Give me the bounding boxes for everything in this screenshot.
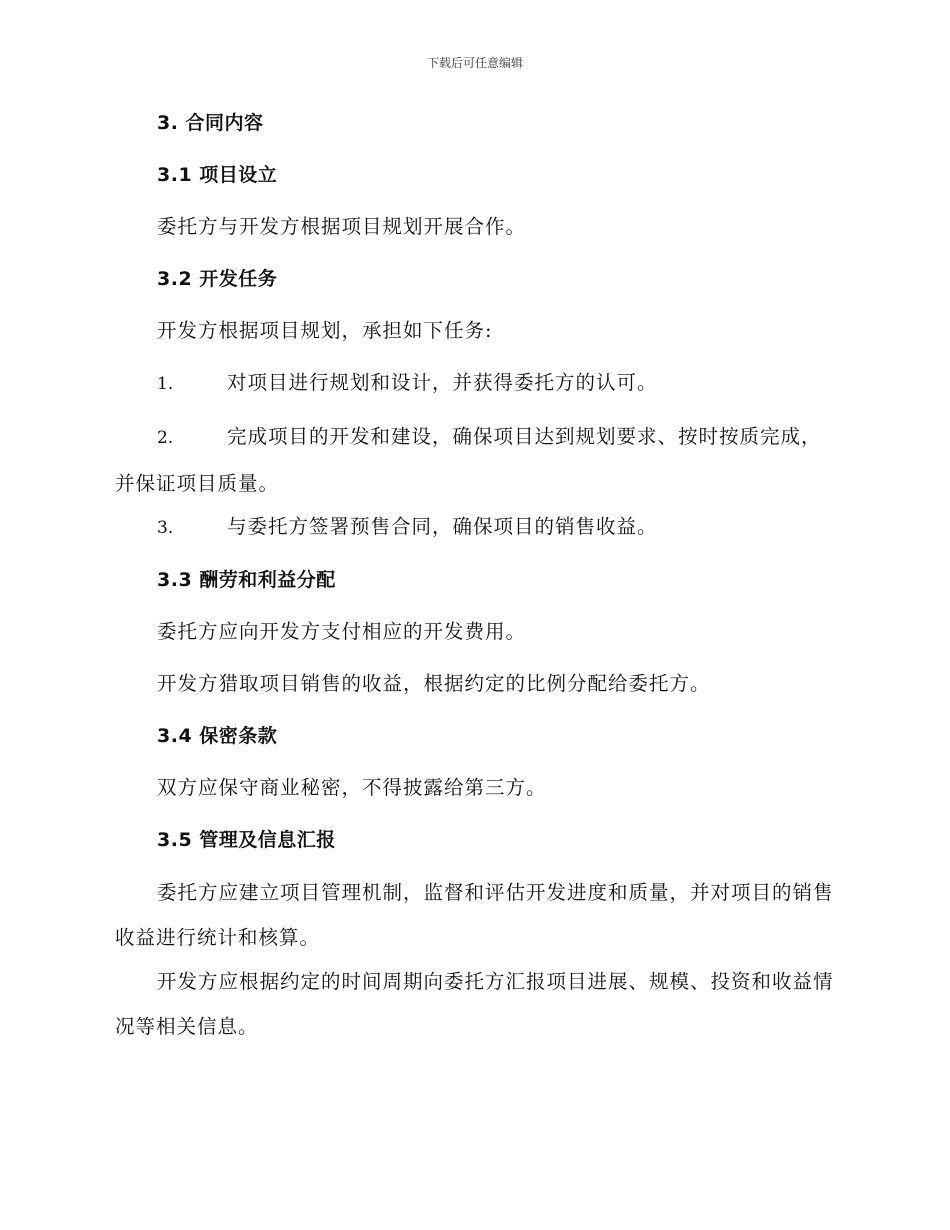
section-3-1-title: 3.1 项目设立 <box>157 164 278 186</box>
section-3-1-paragraph: 委托方与开发方根据项目规划开展合作。 <box>157 215 527 238</box>
list-item <box>115 370 835 397</box>
list-item-text: 完成项目的开发和建设，确保项目达到规划要求、按时按质完成，并保证项目质量。 <box>115 425 822 495</box>
list-item <box>115 414 835 506</box>
list-item-text: 对项目进行规划和设计，并获得委托方的认可。 <box>227 371 658 394</box>
list-item-number: 2. <box>157 428 174 448</box>
section-3-4-title: 3.4 保密条款 <box>157 725 278 747</box>
list-item-text: 与委托方签署预售合同，确保项目的销售收益。 <box>227 515 658 538</box>
section-3-3-title: 3.3 酬劳和利益分配 <box>157 569 336 591</box>
section-3-5-title: 3.5 管理及信息汇报 <box>157 829 336 851</box>
section-3-4-paragraph: 双方应保守商业秘密，不得披露给第三方。 <box>157 776 547 799</box>
section-3-3-paragraph-2: 开发方猎取项目销售的收益，根据约定的比例分配给委托方。 <box>157 672 711 695</box>
list-item-number: 3. <box>157 518 174 538</box>
section-3-3-paragraph-1: 委托方应向开发方支付相应的开发费用。 <box>157 620 527 643</box>
section-3-5-paragraph-2: 开发方应根据约定的时间周期向委托方汇报项目进展、规模、投资和收益情况等相关信息。 <box>115 970 834 1038</box>
document-content <box>115 110 835 1049</box>
section-3-2-paragraph: 开发方根据项目规划，承担如下任务: <box>157 319 493 342</box>
section-3-5-paragraph-1: 委托方应建立项目管理机制，监督和评估开发进度和质量，并对项目的销售收益进行统计和核算。 <box>115 881 834 949</box>
section-3-2-title: 3.2 开发任务 <box>157 268 278 290</box>
section-3-title: 3. 合同内容 <box>157 112 264 134</box>
list-item <box>115 514 835 541</box>
header-note: 下载后可任意编辑 <box>426 56 523 70</box>
list-item-number: 1. <box>157 374 174 394</box>
